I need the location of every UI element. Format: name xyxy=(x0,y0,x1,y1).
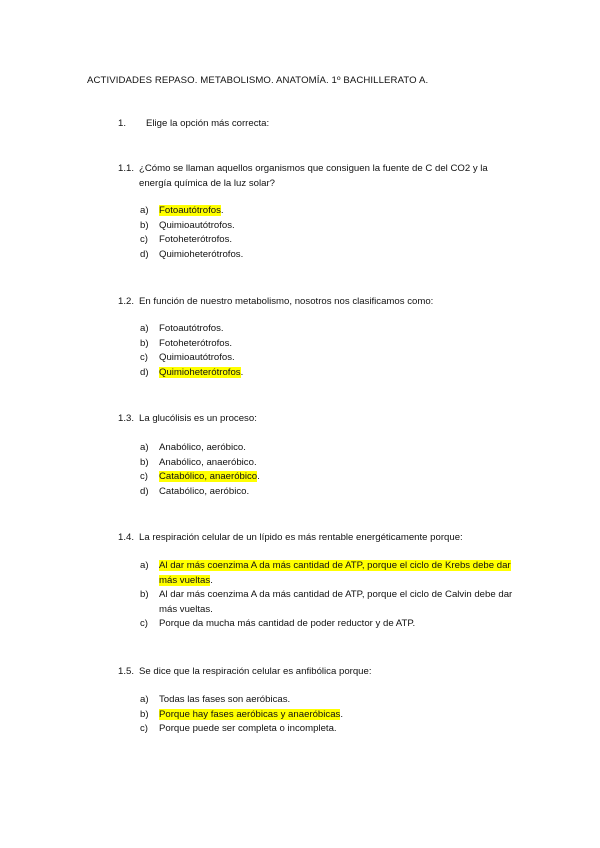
question-text: La glucólisis es un proceso: xyxy=(139,413,257,424)
option-letter: d) xyxy=(140,485,149,497)
question-1-3 xyxy=(118,411,518,426)
option-suffix: . xyxy=(257,471,260,482)
option-b xyxy=(140,337,515,352)
option-letter: b) xyxy=(140,219,149,231)
option-b xyxy=(140,456,515,471)
option-a xyxy=(140,204,515,219)
option-c xyxy=(140,617,515,632)
question-number: 1.2. xyxy=(118,296,135,307)
option-text: Todas las fases son aeróbicas. xyxy=(159,694,291,705)
option-letter: b) xyxy=(140,456,149,468)
option-text: Al dar más coenzima A da más cantidad de ATP, porque el ciclo de Calvin debe dar más vueltas. xyxy=(159,589,513,615)
option-a xyxy=(140,441,515,456)
option-letter: b) xyxy=(140,708,149,720)
option-suffix: . xyxy=(240,366,244,378)
option-b xyxy=(140,708,515,723)
option-d xyxy=(140,485,515,500)
option-text: Fotoautótrofos. xyxy=(159,323,224,334)
option-text: Quimioautótrofos. xyxy=(159,219,235,231)
option-letter: a) xyxy=(140,694,149,705)
option-a xyxy=(140,559,515,588)
option-text: Fotoheterótrofos. xyxy=(159,234,233,245)
option-c xyxy=(140,722,515,737)
option-text: Porque da mucha más cantidad de poder reductor y de ATP. xyxy=(159,618,416,629)
option-letter: b) xyxy=(140,337,149,349)
option-letter: c) xyxy=(140,234,148,245)
option-text: Anabólico, anaeróbico. xyxy=(159,456,257,468)
question-1-1 xyxy=(118,161,518,191)
question-text: En función de nuestro metabolismo, nosotros nos clasificamos como: xyxy=(139,296,434,307)
option-c xyxy=(140,470,515,485)
option-text: Catabólico, aeróbico. xyxy=(159,485,250,497)
section-text: Elige la opción más correcta: xyxy=(146,118,270,129)
option-d xyxy=(140,366,515,381)
option-b xyxy=(140,588,515,617)
question-text: Se dice que la respiración celular es anfibólica porque: xyxy=(139,666,372,677)
options-1-4 xyxy=(140,559,515,632)
option-text: Fotoheterótrofos. xyxy=(159,337,233,349)
option-letter: c) xyxy=(140,352,148,363)
question-number: 1.4. xyxy=(118,532,135,543)
question-number: 1.3. xyxy=(118,413,135,424)
question-1-2 xyxy=(118,294,518,309)
highlighted-answer: Quimioheterótrofos xyxy=(159,366,241,378)
option-letter: a) xyxy=(140,442,149,453)
option-a xyxy=(140,693,515,708)
highlighted-answer: Porque hay fases aeróbicas y anaeróbicas xyxy=(159,708,341,720)
option-c xyxy=(140,351,515,366)
option-a xyxy=(140,322,515,337)
option-suffix: . xyxy=(210,574,213,586)
option-b xyxy=(140,219,515,234)
option-suffix: . xyxy=(340,708,343,720)
option-text: Porque puede ser completa o incompleta. xyxy=(159,723,337,734)
option-letter: c) xyxy=(140,618,148,629)
option-letter: c) xyxy=(140,471,148,482)
option-letter: d) xyxy=(140,248,149,260)
option-suffix: . xyxy=(220,205,224,216)
question-number: 1.5. xyxy=(118,666,135,677)
question-1-4 xyxy=(118,530,518,545)
options-1-5 xyxy=(140,693,515,737)
option-d xyxy=(140,248,515,263)
question-number: 1.1. xyxy=(118,163,135,174)
option-letter: d) xyxy=(140,366,149,378)
options-1-3 xyxy=(140,441,515,499)
highlighted-answer: Al dar más coenzima A da más cantidad de ATP, porque el ciclo de Krebs debe dar más vueltas xyxy=(159,560,511,586)
highlighted-answer: Catabólico, anaeróbico xyxy=(159,471,258,482)
option-text: Quimioautótrofos. xyxy=(159,352,235,363)
section-heading xyxy=(118,118,269,129)
question-text: La respiración celular de un lípido es más rentable energéticamente porque: xyxy=(139,532,463,543)
options-1-1 xyxy=(140,204,515,262)
option-letter: a) xyxy=(140,560,149,571)
option-letter: a) xyxy=(140,205,149,216)
option-c xyxy=(140,233,515,248)
option-text: Quimioheterótrofos. xyxy=(159,248,244,260)
option-letter: b) xyxy=(140,589,149,600)
page-title: ACTIVIDADES REPASO. METABOLISMO. ANATOMÍA. 1º BACHILLERATO A. xyxy=(87,75,429,86)
question-text: ¿Cómo se llaman aquellos organismos que consiguen la fuente de C del CO2 y la energía química de la luz solar? xyxy=(139,163,488,189)
option-text: Anabólico, aeróbico. xyxy=(159,442,246,453)
option-letter: a) xyxy=(140,323,149,334)
highlighted-answer: Fotoautótrofos xyxy=(159,205,221,216)
option-letter: c) xyxy=(140,723,148,734)
question-1-5 xyxy=(118,664,518,679)
section-number: 1. xyxy=(118,118,127,129)
options-1-2 xyxy=(140,322,515,380)
